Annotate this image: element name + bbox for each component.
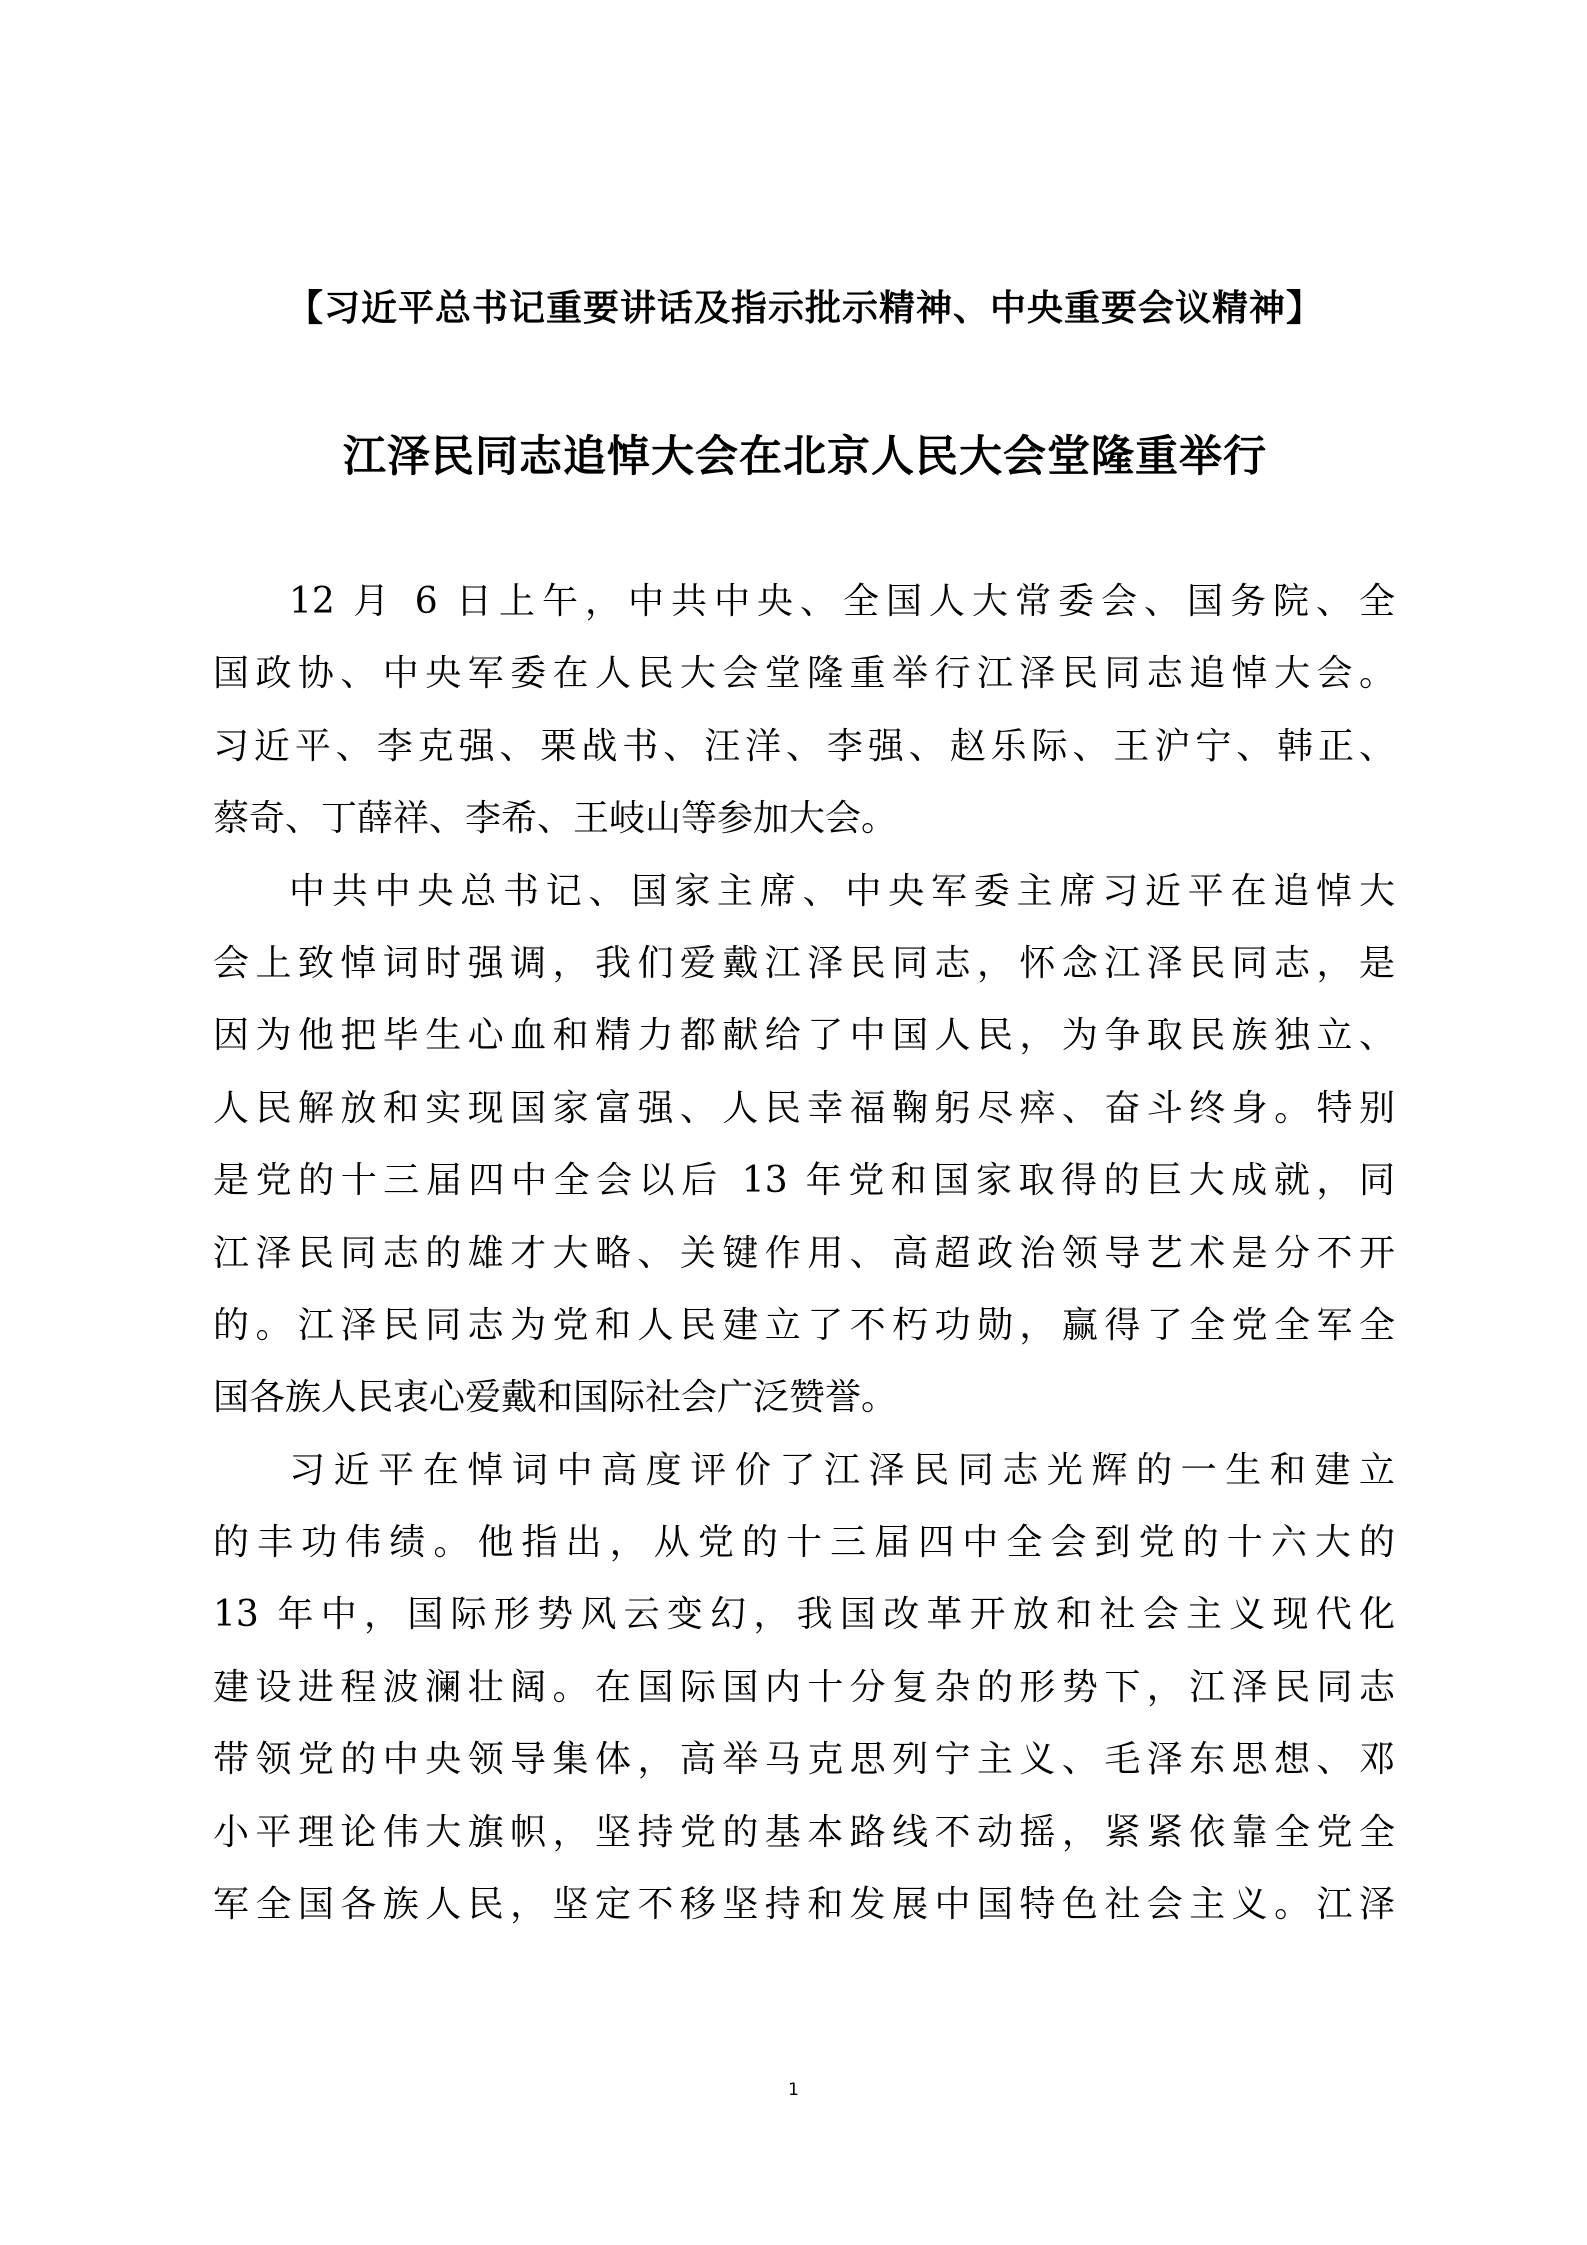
text-line: 国各族人民衷心爱戴和国际社会广泛赞誉。 xyxy=(213,1377,898,1419)
text-line: 是党的十三届四中全会以后 13 年党和国家取得的巨大成就，同 xyxy=(213,1160,1395,1202)
paragraph-3 xyxy=(213,1435,1395,1942)
text-line: 的。江泽民同志为党和人民建立了不朽功勋，赢得了全党全军全 xyxy=(213,1304,1395,1346)
page-number: 1 xyxy=(788,2080,799,2100)
article-body xyxy=(213,566,1395,1941)
text-line: 12 月 6 日上午，中共中央、全国人大常委会、国务院、全 xyxy=(289,581,1395,622)
text-line: 人民解放和实现国家富强、人民幸福鞠躬尽瘁、奋斗终身。特别 xyxy=(213,1087,1395,1129)
text-line: 江泽民同志的雄才大略、关键作用、高超政治领导艺术是分不开 xyxy=(213,1232,1395,1274)
text-line: 习近平在悼词中高度评价了江泽民同志光辉的一生和建立 xyxy=(289,1449,1395,1491)
paragraph-2 xyxy=(213,856,1395,1435)
text-line: 蔡奇、丁薛祥、李希、王岐山等参加大会。 xyxy=(213,798,898,840)
text-line: 13 年中，国际形势风云变幻，我国改革开放和社会主义现代化 xyxy=(213,1594,1395,1636)
text-line: 小平理论伟大旗帜，坚持党的基本路线不动摇，紧紧依靠全党全 xyxy=(213,1811,1395,1853)
paragraph-1 xyxy=(213,566,1395,856)
text-line: 习近平、李克强、栗战书、汪洋、李强、赵乐际、王沪宁、韩正、 xyxy=(213,725,1395,767)
text-line: 中共中央总书记、国家主席、中央军委主席习近平在追悼大 xyxy=(289,870,1395,912)
text-line: 建设进程波澜壮阔。在国际国内十分复杂的形势下，江泽民同志 xyxy=(213,1666,1395,1708)
column-tag: 【习近平总书记重要讲话及指示批示精神、中央重要会议精神】 xyxy=(286,288,1323,329)
text-line: 因为他把毕生心血和精力都献给了中国人民，为争取民族独立、 xyxy=(213,1015,1395,1057)
text-line: 军全国各族人民，坚定不移坚持和发展中国特色社会主义。江泽 xyxy=(213,1884,1395,1926)
article-title: 江泽民同志追悼大会在北京人民大会堂隆重举行 xyxy=(343,432,1267,482)
text-line: 的丰功伟绩。他指出，从党的十三届四中全会到党的十六大的 xyxy=(213,1522,1395,1564)
text-line: 国政协、中央军委在人民大会堂隆重举行江泽民同志追悼大会。 xyxy=(213,653,1395,695)
text-line: 会上致悼词时强调，我们爱戴江泽民同志，怀念江泽民同志，是 xyxy=(213,942,1395,984)
text-line: 带领党的中央领导集体，高举马克思列宁主义、毛泽东思想、邓 xyxy=(213,1739,1395,1781)
